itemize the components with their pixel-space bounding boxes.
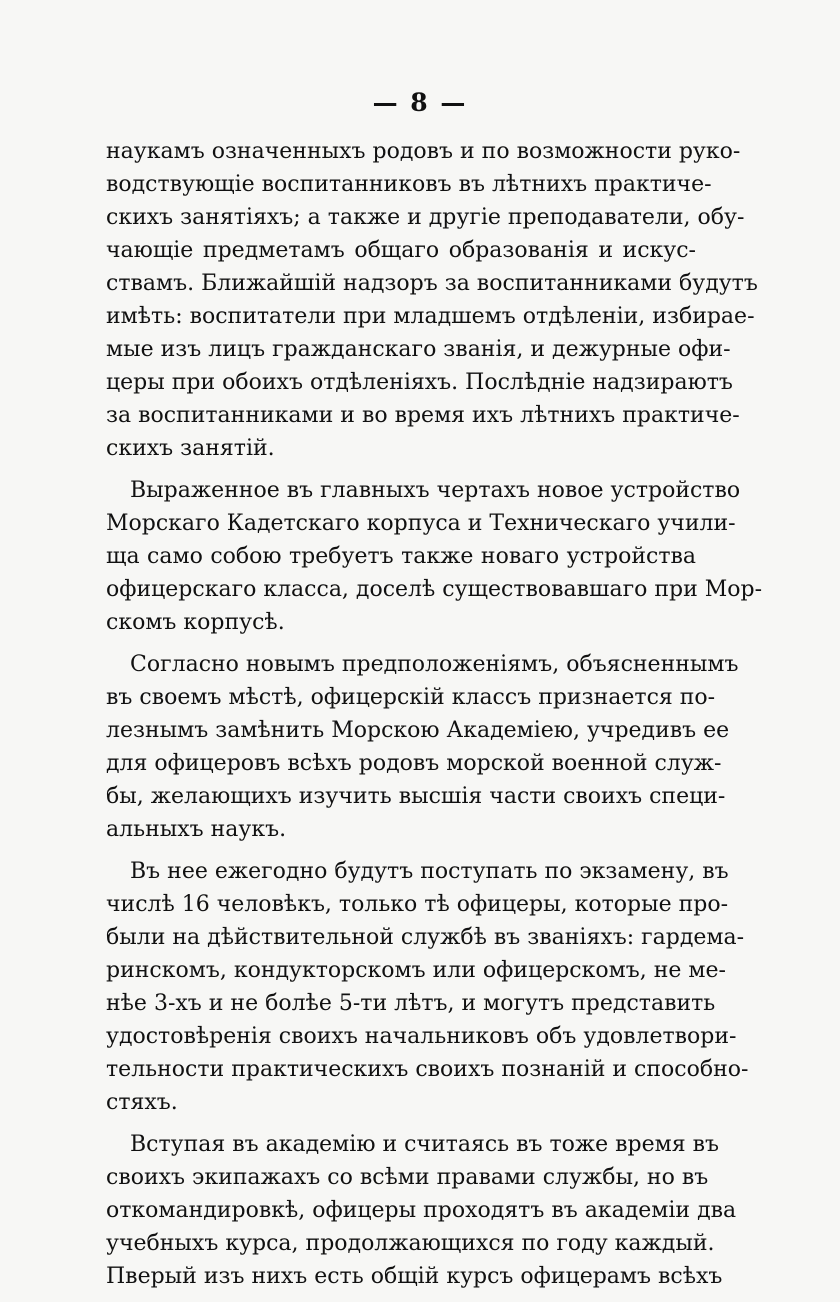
text-line: учебныхъ курса, продолжающихся по году каждый.: [106, 1231, 715, 1256]
text-line: чающіе предметамъ общаго образованія и искус-: [106, 238, 696, 263]
paragraph-4: [106, 855, 749, 1119]
text-line: скихъ занятіяхъ; а также и другіе преподаватели, обу-: [106, 205, 745, 230]
text-line: ща само собою требуетъ также новаго устройства: [106, 544, 696, 569]
paragraph-1: [106, 135, 758, 465]
text-line: удостовѣренія своихъ начальниковъ объ удовлетвори-: [106, 1024, 737, 1049]
text-line: въ своемъ мѣстѣ, офицерскій классъ признается по-: [106, 685, 716, 710]
text-line: тельности практическихъ своихъ познаній и способно-: [106, 1057, 749, 1082]
text-line: скомъ корпусѣ.: [106, 610, 285, 635]
text-line: стяхъ.: [106, 1090, 178, 1115]
paragraph-2: [106, 474, 763, 639]
text-line: офицерскаго класса, доселѣ существовавшаго при Мор-: [106, 577, 763, 602]
text-line: Вступая въ академію и считаясь въ тоже время въ: [130, 1132, 720, 1157]
text-line: имѣть: воспитатели при младшемъ отдѣленіи, избирае-: [106, 304, 755, 329]
text-line: ствамъ. Ближайшій надзоръ за воспитанниками будутъ: [106, 271, 758, 296]
text-line: за воспитанниками и во время ихъ лѣтнихъ практиче-: [106, 403, 740, 428]
text-line: Выраженное въ главныхъ чертахъ новое устройство: [130, 478, 741, 503]
paragraph-5: [106, 1128, 737, 1293]
text-line: скихъ занятій.: [106, 436, 275, 461]
text-line: водствующіе воспитанниковъ въ лѣтнихъ практиче-: [106, 172, 712, 197]
text-line: ринскомъ, кондукторскомъ или офицерскомъ, не ме-: [106, 958, 726, 983]
text-line: церы при обоихъ отдѣленіяхъ. Послѣдніе надзираютъ: [106, 370, 733, 395]
text-line: числѣ 16 человѣкъ, только тѣ офицеры, которые про-: [106, 892, 729, 917]
body-text: [106, 135, 763, 1302]
text-line: для офицеровъ всѣхъ родовъ морской военной служ-: [106, 751, 722, 776]
text-line: Морскаго Кадетскаго корпуса и Техническаго учили-: [106, 511, 736, 536]
page-number: — 8 —: [372, 88, 468, 117]
text-line: Согласно новымъ предположеніямъ, объясненнымъ: [130, 652, 739, 677]
text-line: были на дѣйствительной службѣ въ званіяхъ: гардема-: [106, 925, 745, 950]
text-line: мые изъ лицъ гражданскаго званія, и дежурные офи-: [106, 337, 731, 362]
text-line: Въ нее ежегодно будутъ поступать по экзамену, въ: [130, 859, 729, 884]
text-line: своихъ экипажахъ со всѣми правами службы, но въ: [106, 1165, 709, 1190]
text-line: наукамъ означенныхъ родовъ и по возможности руко-: [106, 139, 741, 164]
text-line: бы, желающихъ изучить высшія части своихъ специ-: [106, 784, 726, 809]
paragraph-3: [106, 648, 739, 846]
text-line: Пверый изъ нихъ есть общій курсъ офицерамъ всѣхъ: [106, 1264, 723, 1289]
text-line: нѣе 3-хъ и не болѣе 5-ти лѣтъ, и могутъ представить: [106, 991, 716, 1016]
text-line: альныхъ наукъ.: [106, 817, 287, 842]
text-line: лезнымъ замѣнить Морскою Академіею, учредивъ ее: [106, 718, 730, 743]
text-line: откомандировкѣ, офицеры проходятъ въ академіи два: [106, 1198, 737, 1223]
